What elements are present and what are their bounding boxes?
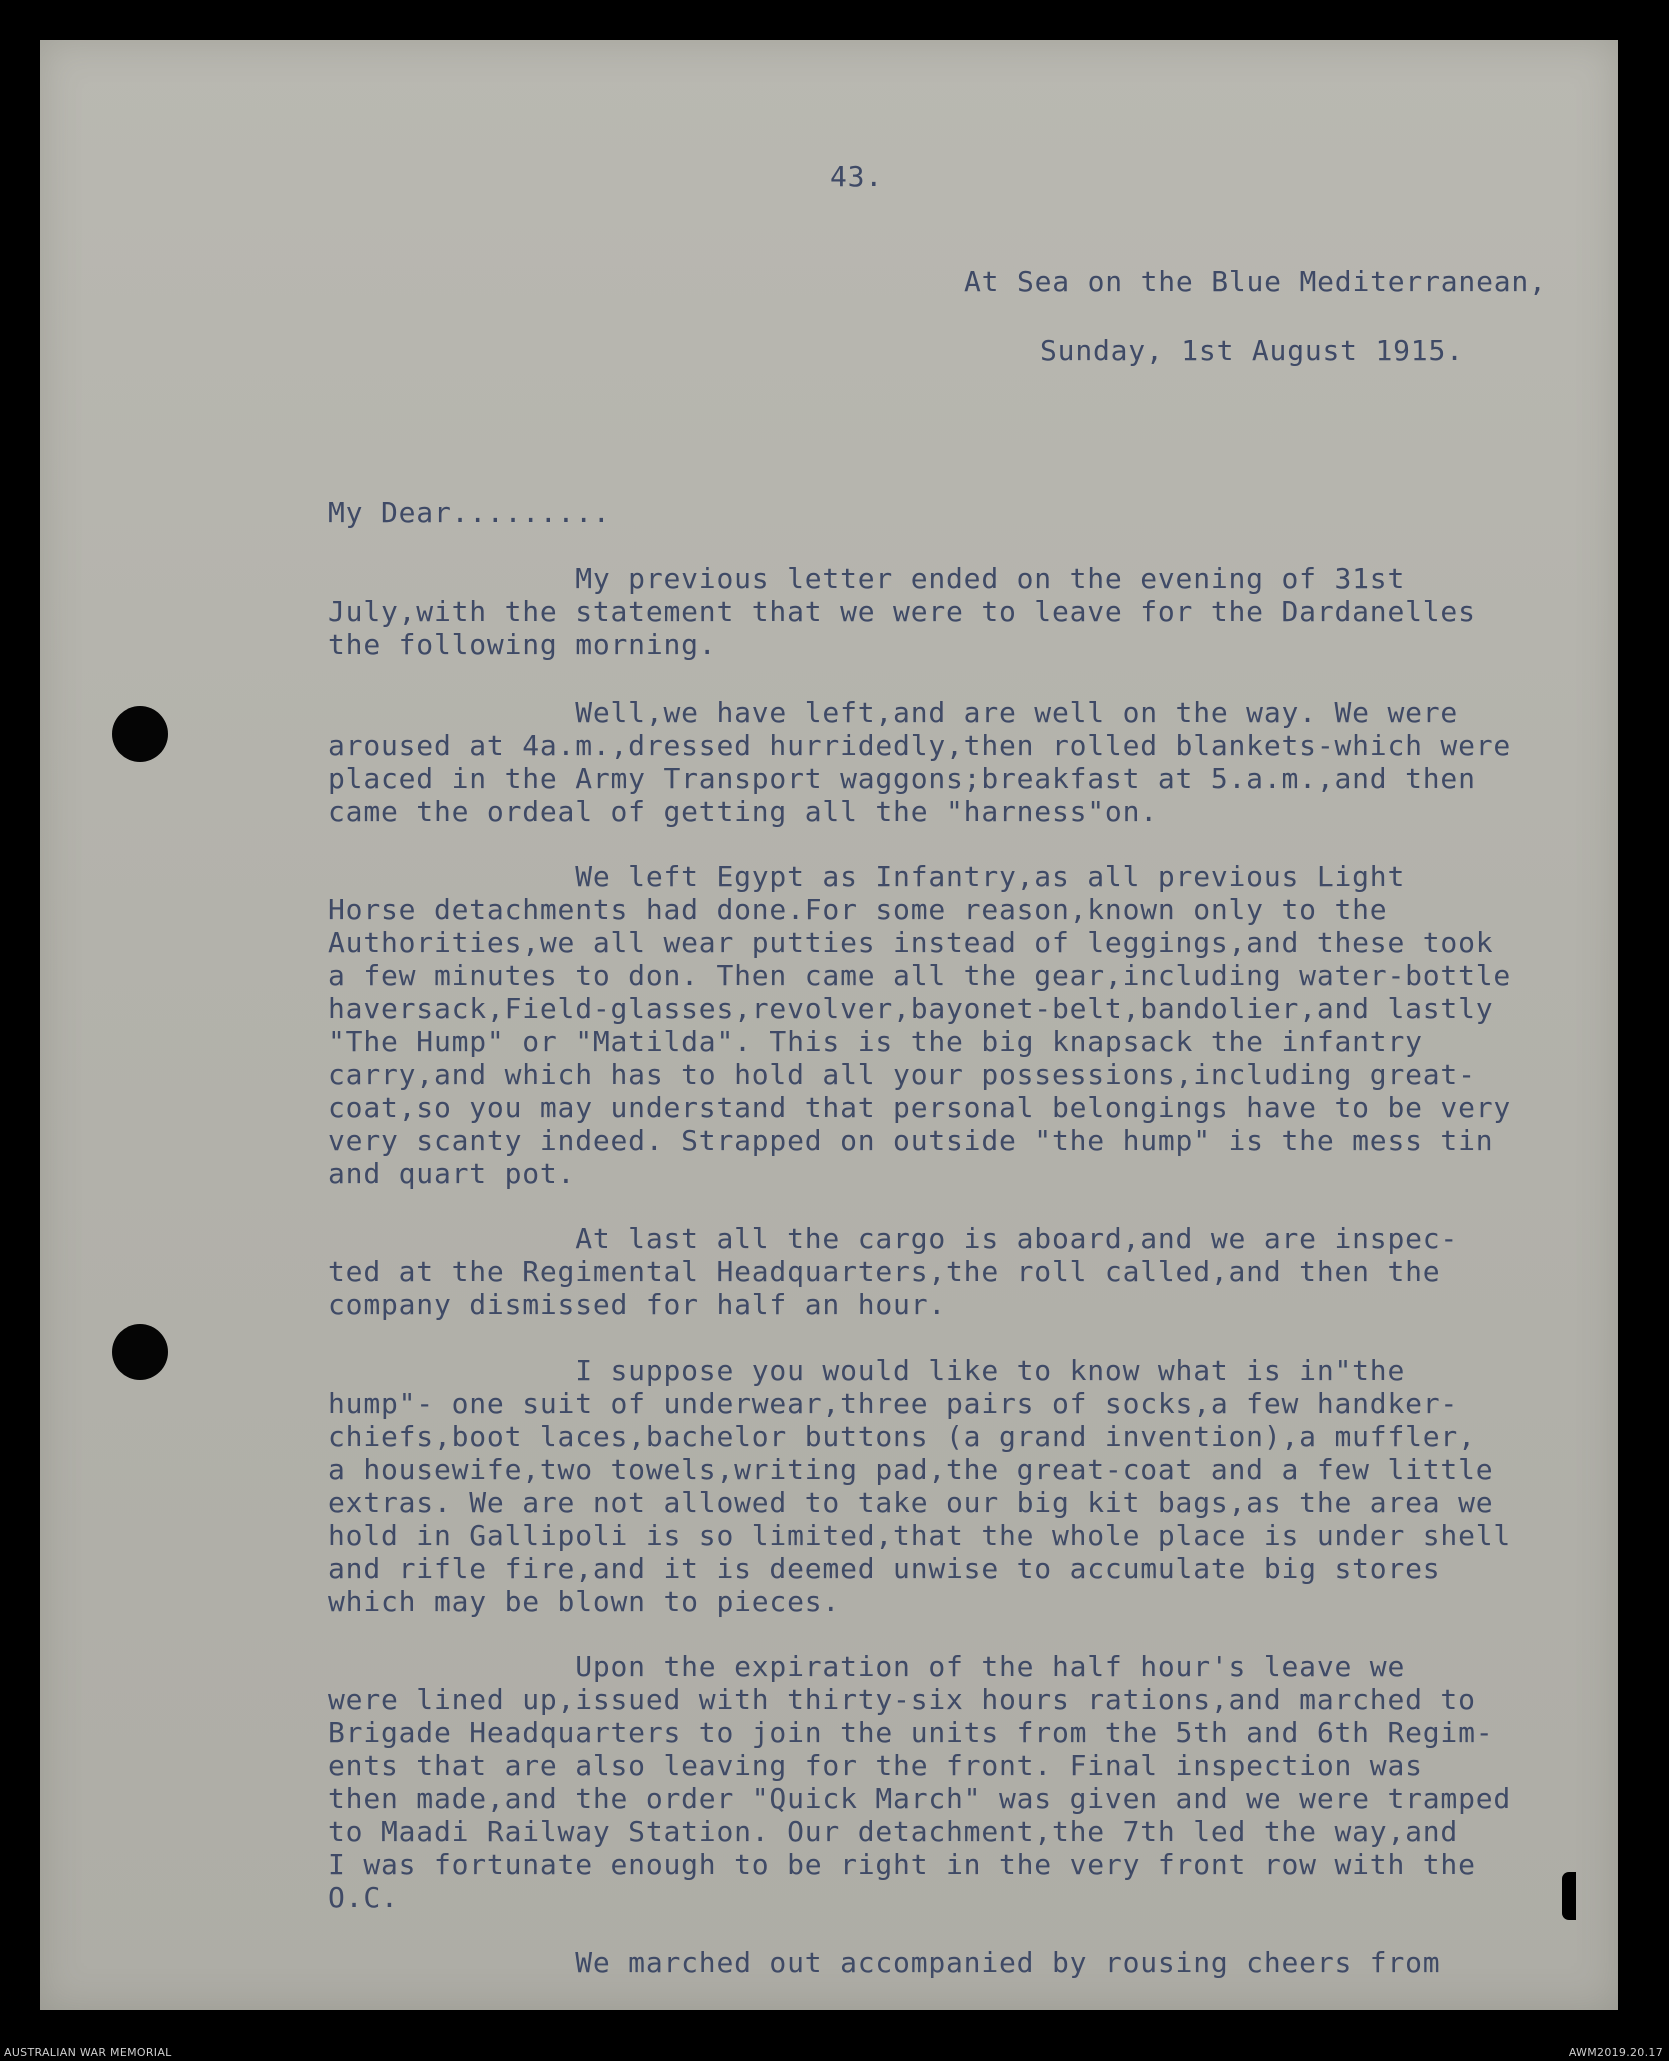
punch-hole — [112, 706, 168, 762]
paragraph: Well,we have left,and are well on the way. We were aroused at 4a.m.,dressed hurridedly,then rolled blankets-which were placed in the Army Transport waggons;breakfast at 5.a.m.,and then came the ordeal of getting all the "harness"on. — [328, 696, 1512, 828]
letter-place: At Sea on the Blue Mediterranean, — [964, 265, 1547, 298]
punch-hole — [112, 1324, 168, 1380]
archive-reference: AWM2019.20.17 — [1568, 2046, 1663, 2059]
salutation: My Dear......... — [328, 496, 611, 529]
letter-date: Sunday, 1st August 1915. — [1040, 334, 1464, 367]
paragraph: I suppose you would like to know what is in"the hump"- one suit of underwear,three pairs of socks,a few handker- chiefs,boot laces,bachelor buttons (a grand invention),a muffler, a housewife,two towels,writing pad,the great-coat and a few little extras. We are not allowed to take our big kit bags,as the area we hold in Gallipoli is so limited,that the whole place is under shell and rifle fire,and it is deemed unwise to accumulate big stores which may be blown to pieces. — [328, 1354, 1512, 1618]
paragraph: My previous letter ended on the evening of 31st July,with the statement that we were to leave for the Dardanelles the following morning. — [328, 562, 1476, 661]
paragraph: At last all the cargo is aboard,and we are inspec- ted at the Regimental Headquarters,the roll called,and then the company dismissed for half an hour. — [328, 1222, 1459, 1321]
archive-credit: AUSTRALIAN WAR MEMORIAL — [4, 2046, 172, 2059]
page-number: 43. — [830, 160, 883, 193]
paragraph: We left Egypt as Infantry,as all previous Light Horse detachments had done.For some reason,known only to the Authorities,we all wear putties instead of leggings,and these took a few minutes to don. Then came all the gear,including water-bottle haversack,Field-glasses,revolver,bayonet-belt,bandolier,and lastly "The Hump" or "Matilda". This is the big knapsack the infantry carry,and which has to hold all your possessions,including great- coat,so you may understand that personal belongings have to be very very scanty indeed. Strapped on outside "the hump" is the mess tin and quart pot. — [328, 860, 1512, 1190]
letter-page — [40, 40, 1618, 2010]
binder-clip-mark — [1562, 1872, 1576, 1920]
paragraph: We marched out accompanied by rousing cheers from — [328, 1946, 1441, 1979]
paragraph: Upon the expiration of the half hour's leave we were lined up,issued with thirty-six hours rations,and marched to Brigade Headquarters to join the units from the 5th and 6th Regim- ents that are also leaving for the front. Final inspection was then made,and the order "Quick March" was given and we were tramped to Maadi Railway Station. Our detachment,the 7th led the way,and I was fortunate enough to be right in the very front row with the O.C. — [328, 1650, 1512, 1914]
